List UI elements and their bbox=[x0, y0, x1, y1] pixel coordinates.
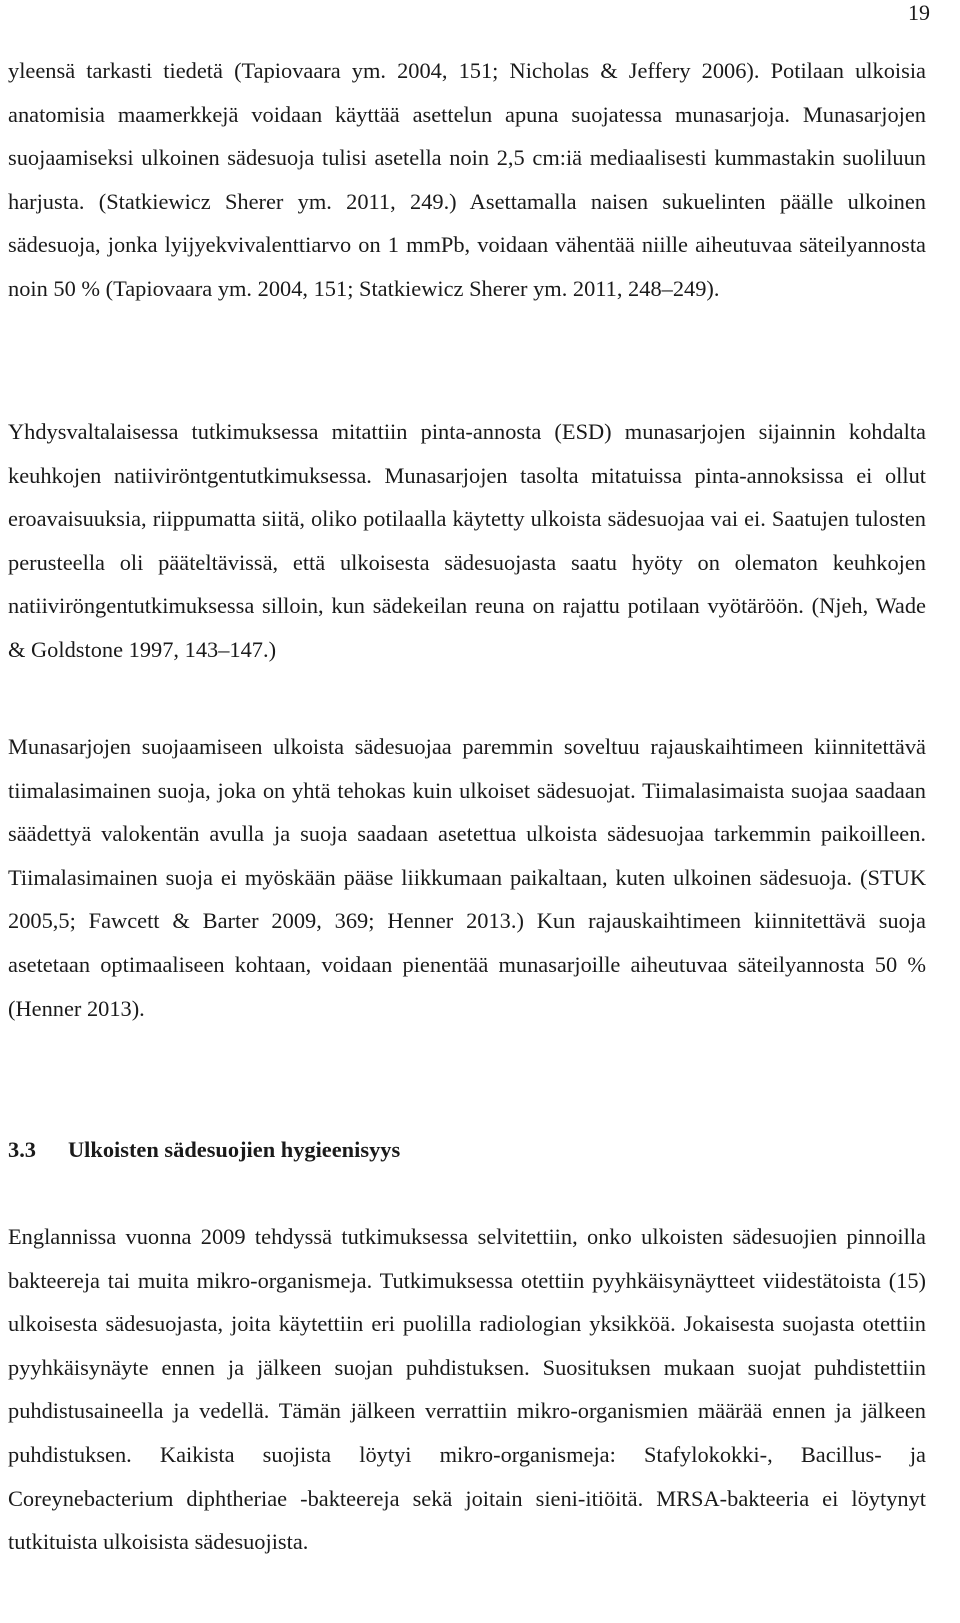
page-number: 19 bbox=[908, 0, 930, 25]
section-number: 3.3 bbox=[8, 1137, 36, 1162]
body-paragraph-2: Yhdysvaltalaisessa tutkimuksessa mitattiin pinta-annosta (ESD) munasarjojen sijainnin kohdalta keuhkojen natiiviröntgentutkimuksessa. Munasarjojen tasolta mitatuissa pinta-annoksissa ei ollut eroavaisuuksia, riippumatta siitä, oliko potilaalla käytetty ulkoista sädesuojaa vai ei. Saatujen tulosten perusteella oli pääteltävissä, että ulkoisesta sädesuojasta saatu hyöty on olematon keuhkojen natiiviröngentutkimuksessa silloin, kun sädekeilan reuna on rajattu potilaan vyötäröön. (Njeh, Wade & Goldstone 1997, 143–147.) bbox=[8, 419, 926, 662]
body-paragraph-1: yleensä tarkasti tiedetä (Tapiovaara ym. 2004, 151; Nicholas & Jeffery 2006). Potilaan ulkoisia anatomisia maamerkkejä voidaan käyttää asettelun apuna suojatessa munasarjoja. Munasarjojen suojaamiseksi ulkoinen sädesuoja tulisi asetella noin 2,5 cm:iä mediaalisesti kummastakin suoliluun harjusta. (Statkiewicz Sherer ym. 2011, 249.) Asettamalla naisen sukuelinten päälle ulkoinen sädesuoja, jonka lyijyekvivalenttiarvo on 1 mmPb, voidaan vähentää niille aiheutuvaa säteilyannosta noin 50 % (Tapiovaara ym. 2004, 151; Statkiewicz Sherer ym. 2011, 248–249). bbox=[8, 58, 926, 301]
section-title: Ulkoisten sädesuojien hygieenisyys bbox=[68, 1137, 401, 1162]
section-heading bbox=[8, 1130, 400, 1170]
body-paragraph-3: Munasarjojen suojaamiseen ulkoista sädesuojaa paremmin soveltuu rajauskaihtimeen kiinnitettävä tiimalasimainen suoja, joka on yhtä tehokas kuin ulkoiset sädesuojat. Tiimalasimaista suojaa saadaan säädettyä valokentän avulla ja suoja saadaan asetettua ulkoista sädesuojaa tarkemmin paikoilleen. Tiimalasimainen suoja ei myöskään pääse liikkumaan paikaltaan, kuten ulkoinen sädesuoja. (STUK 2005,5; Fawcett & Barter 2009, 369; Henner 2013.) Kun rajauskaihtimeen kiinnitettävä suoja asetetaan optimaaliseen kohtaan, voidaan pienentää munasarjoille aiheutuvaa säteilyannosta 50 % (Henner 2013). bbox=[8, 734, 926, 1021]
body-paragraph-4: Englannissa vuonna 2009 tehdyssä tutkimuksessa selvitettiin, onko ulkoisten sädesuojien pinnoilla bakteereja tai muita mikro-organismeja. Tutkimuksessa otettiin pyyhkäisynäytteet viidestätoista (15) ulkoisesta sädesuojasta, joita käytettiin eri puolilla radiologian yksikköä. Jokaisesta suojasta otettiin pyyhkäisynäyte ennen ja jälkeen suojan puhdistuksen. Suosituksen mukaan suojat puhdistettiin puhdistusaineella ja vedellä. Tämän jälkeen verrattiin mikro-organismien määrää ennen ja jälkeen puhdistuksen. Kaikista suojista löytyi mikro-organismeja: Stafylokokki-, Bacillus- ja Coreynebacterium diphtheriae -bakteereja sekä joitain sieni-itiöitä. MRSA-bakteeria ei löytynyt tutkituista ulkoisista sädesuojista. bbox=[8, 1224, 926, 1555]
